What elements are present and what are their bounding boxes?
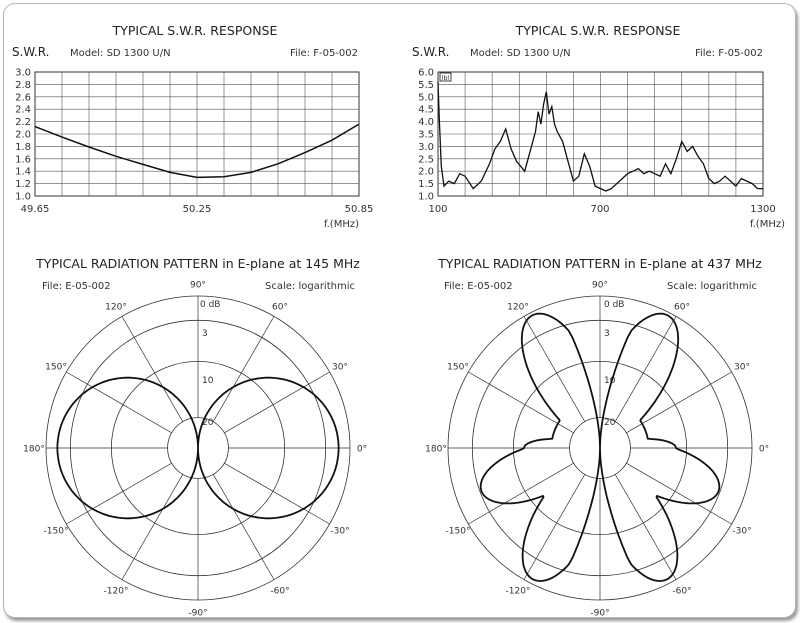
p2-spoke [468, 463, 573, 524]
p2-angle-label: -150° [445, 526, 471, 537]
polar-chart-145 [23, 256, 367, 619]
polar-chart-145-file: File: E-05-002 [42, 281, 111, 292]
p2-spoke [615, 474, 676, 579]
polar-chart-145-ring-3: 3 [202, 329, 208, 339]
p2-angle-label: 0° [758, 444, 770, 455]
swr-chart-1-xtick-mid: 50.25 [182, 204, 212, 215]
p1-angle-label: 30° [332, 362, 348, 373]
polar-chart-437-unit: 0 dB [604, 300, 625, 310]
swr-chart-2-xlabel: f.(MHz) [749, 219, 785, 230]
c1-ytick: 1.2 [15, 179, 31, 191]
c1-ytick: 3.0 [15, 67, 31, 79]
p2-angle-label: 120° [507, 302, 529, 313]
swr-chart-1-model: Model: SD 1300 U/N [70, 48, 171, 59]
polar-chart-145-scale: Scale: logarithmic [265, 281, 355, 292]
p1-angle-label: 0° [356, 444, 368, 455]
polar-chart-437-ring-10: 10 [604, 376, 616, 386]
p2-angle-label: 90° [592, 280, 608, 291]
p1-spoke [224, 463, 329, 524]
swr-chart-2-xtick-max: 1300 [750, 204, 776, 215]
p1-angle-label: -90° [188, 608, 208, 619]
c1-ytick: 2.2 [15, 117, 31, 129]
c2-ytick: 4.5 [418, 104, 434, 116]
c1-ytick: 1.6 [15, 154, 31, 166]
c2-ytick: 4.0 [418, 117, 434, 129]
polar-chart-145-ring-20: 20 [202, 418, 214, 428]
p2-spoke [615, 316, 676, 421]
p1-spoke [213, 474, 274, 579]
swr-chart-1 [12, 23, 373, 230]
swr-chart-1-title: TYPICAL S.W.R. RESPONSE [112, 23, 278, 38]
c2-ytick: 6.0 [418, 67, 434, 79]
p2-angle-label: -90° [590, 608, 610, 619]
swr-chart-2-xtick-mid: 700 [590, 204, 610, 215]
swr-chart-2-file: File: F-05-002 [694, 48, 763, 59]
swr-chart-2 [412, 23, 785, 230]
polar-chart-437-scale: Scale: logarithmic [667, 281, 757, 292]
c1-ytick: 1.8 [15, 141, 31, 153]
p1-angle-label: -60° [270, 586, 290, 597]
polar-chart-145-title: TYPICAL RADIATION PATTERN in E-plane at 145 MHz [36, 256, 360, 271]
polar-chart-145-ring-10: 10 [202, 376, 214, 386]
p1-angle-label: 120° [105, 302, 127, 313]
c2-ytick: 2.5 [418, 154, 434, 166]
swr-chart-2-label-text: lbl [441, 75, 450, 82]
polar-chart-437-ring-20: 20 [604, 418, 616, 428]
p2-spoke [524, 474, 585, 579]
p1-angle-label: -120° [103, 586, 129, 597]
polar-chart-437 [425, 256, 769, 619]
swr-chart-1-xtick-min: 49.65 [20, 204, 50, 215]
c2-ytick: 5.0 [418, 92, 434, 104]
swr-chart-2-grid [438, 72, 763, 196]
c2-ytick: 2.0 [418, 166, 434, 178]
polar-chart-145-angle-labels [23, 281, 367, 619]
p1-spoke [122, 474, 183, 579]
c1-ytick: 2.4 [15, 104, 31, 116]
p2-spoke [524, 316, 585, 421]
p2-angle-label: 150° [447, 362, 469, 373]
p1-spoke [122, 316, 183, 421]
p2-spoke [626, 463, 731, 524]
p1-angle-label: -30° [330, 526, 350, 537]
swr-chart-1-ylabel: S.W.R. [12, 45, 50, 59]
swr-chart-1-xtick-max: 50.85 [344, 204, 374, 215]
p2-angle-label: 60° [674, 302, 690, 313]
p1-angle-label: 180° [23, 444, 45, 455]
swr-chart-2-y-ticks [418, 68, 434, 203]
polar-chart-437-title: TYPICAL RADIATION PATTERN in E-plane at 437 MHz [438, 256, 762, 271]
c2-ytick: 1.0 [418, 191, 434, 203]
swr-chart-1-y-ticks [15, 68, 31, 203]
c2-ytick: 1.5 [418, 179, 434, 191]
polar-chart-437-ring-3: 3 [604, 329, 610, 339]
p1-spoke [66, 463, 171, 524]
swr-chart-1-file: File: F-05-002 [289, 48, 358, 59]
polar-chart-437-file: File: E-05-002 [444, 281, 513, 292]
polar-chart-437-angle-labels [425, 281, 769, 619]
swr-chart-2-model: Model: SD 1300 U/N [470, 48, 571, 59]
swr-chart-2-title: TYPICAL S.W.R. RESPONSE [515, 23, 681, 38]
p2-angle-label: 30° [734, 362, 750, 373]
p1-spoke [66, 372, 171, 433]
p1-angle-label: 90° [190, 280, 206, 291]
p1-spoke [224, 372, 329, 433]
p2-angle-label: 180° [425, 444, 447, 455]
c1-ytick: 2.6 [15, 92, 31, 104]
c2-ytick: 5.5 [418, 79, 434, 91]
swr-chart-1-xlabel: f.(MHz) [323, 219, 359, 230]
p1-spoke [213, 316, 274, 421]
p1-angle-label: 60° [272, 302, 288, 313]
c2-ytick: 3.5 [418, 129, 434, 141]
p2-angle-label: -120° [505, 586, 531, 597]
c1-ytick: 2.0 [15, 129, 31, 141]
p2-angle-label: -60° [672, 586, 692, 597]
p1-angle-label: -150° [43, 526, 69, 537]
c2-ytick: 3.0 [418, 141, 434, 153]
c1-ytick: 1.0 [15, 191, 31, 203]
c1-ytick: 1.4 [15, 166, 31, 178]
p1-angle-label: 150° [45, 362, 67, 373]
c1-ytick: 2.8 [15, 79, 31, 91]
p2-angle-label: -30° [732, 526, 752, 537]
swr-chart-2-xtick-min: 100 [428, 204, 448, 215]
polar-chart-145-unit: 0 dB [200, 300, 221, 310]
swr-chart-2-ylabel: S.W.R. [412, 45, 450, 59]
